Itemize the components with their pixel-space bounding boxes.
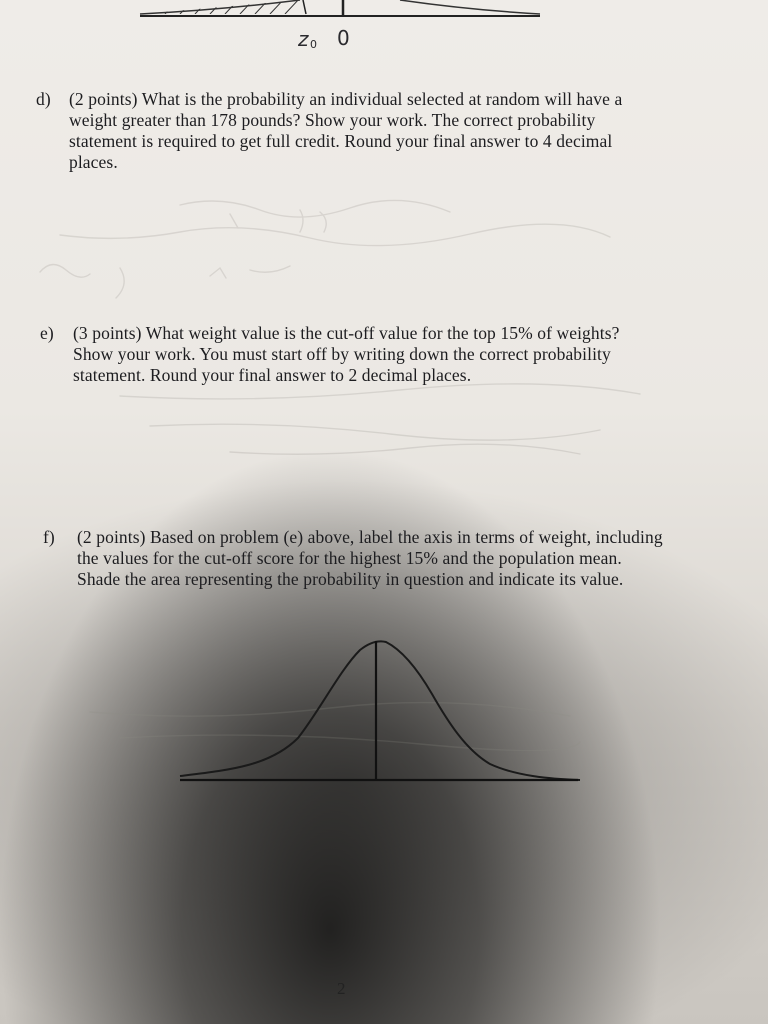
bell-curve (180, 641, 580, 780)
question-f-line: the values for the cut-off score for the highest 15% and the population mean. (77, 548, 622, 568)
question-e-line: Show your work. You must start off by writing down the correct probability (73, 344, 611, 364)
handwritten-z-label: z (298, 27, 309, 51)
question-d-text (69, 89, 622, 173)
question-f-label: f) (43, 527, 55, 547)
top-normal-curve (0, 0, 768, 60)
question-d-label: d) (36, 89, 51, 109)
question-f-text (77, 527, 663, 590)
question-d-line: places. (69, 152, 118, 172)
question-e-text (73, 323, 620, 386)
handwritten-zero-label: 0 (337, 26, 350, 50)
curve-right-tail (400, 0, 540, 14)
question-f-line: Shade the area representing the probability in question and indicate its value. (77, 569, 624, 589)
question-d-line: statement is required to get full credit. Round your final answer to 4 decimal (69, 131, 613, 151)
question-d-line: (2 points) What is the probability an individual selected at random will have a (69, 89, 623, 109)
handwritten-subscript-label: 0 (310, 38, 317, 51)
question-e-line: (3 points) What weight value is the cut-off value for the top 15% of weights? (73, 323, 620, 343)
question-e-label: e) (40, 323, 54, 343)
question-f-line: (2 points) Based on problem (e) above, label the axis in terms of weight, including (77, 527, 663, 547)
cutoff-line (303, 0, 306, 14)
blank-normal-curve (170, 630, 590, 800)
question-d-line: weight greater than 178 pounds? Show your work. The correct probability (69, 110, 596, 130)
question-e-line: statement. Round your final answer to 2 decimal places. (73, 365, 472, 385)
page-number: 2 (337, 979, 346, 998)
